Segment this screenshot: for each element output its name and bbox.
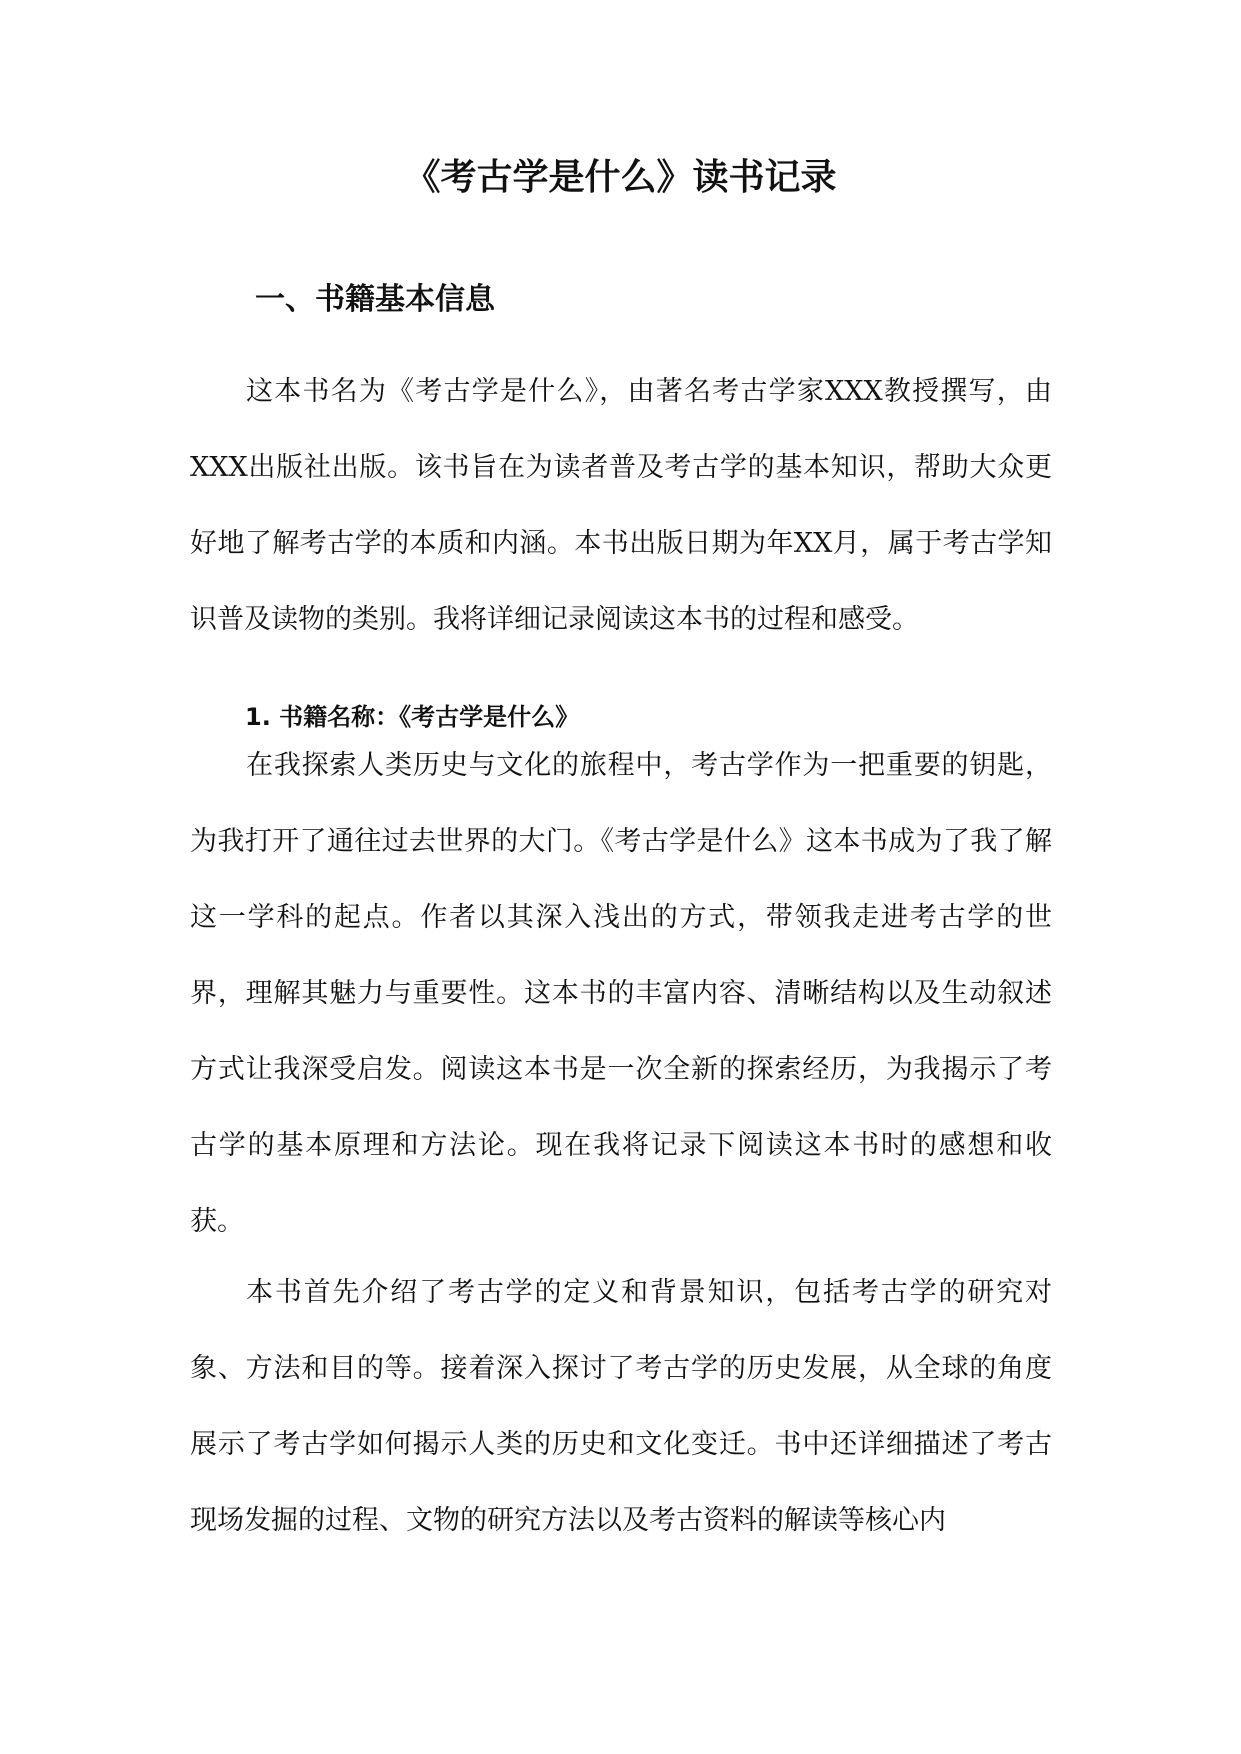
paragraph-reading-intro: 在我探索人类历史与文化的旅程中，考古学作为一把重要的钥匙，为我打开了通往过去世界的大门。《考古学是什么》这本书成为了我了解这一学科的起点。作者以其深入浅出的方式，带领我走进考古学的世界，理解其魅力与重要性。这本书的丰富内容、清晰结构以及生动叙述方式让我深受启发。阅读这本书是一次全新的探索经历，为我揭示了考古学的基本原理和方法论。现在我将记录下阅读这本书时的感想和收获。 <box>190 750 1052 1237</box>
paragraph-book-content: 本书首先介绍了考古学的定义和背景知识，包括考古学的研究对象、方法和目的等。接着深入探讨了考古学的历史发展，从全球的角度展示了考古学如何揭示人类的历史和文化变迁。书中还详细描述了考古现场发掘的过程、文物的研究方法以及考古资料的解读等核心内 <box>190 1277 1052 1536</box>
section-heading-basic-info: 一、书籍基本信息 <box>255 282 495 317</box>
paragraph-book-info: 这本书名为《考古学是什么》，由著名考古学家XXX教授撰写，由XXX出版社出版。该书旨在为读者普及考古学的基本知识，帮助大众更好地了解考古学的本质和内涵。本书出版日期为年XX月，属于考古学知识普及读物的类别。我将详细记录阅读这本书的过程和感受。 <box>190 376 1052 635</box>
subsection-heading-book-name: 1. 书籍名称：《考古学是什么》 <box>245 703 580 731</box>
document-title: 《考古学是什么》读书记录 <box>404 157 837 198</box>
